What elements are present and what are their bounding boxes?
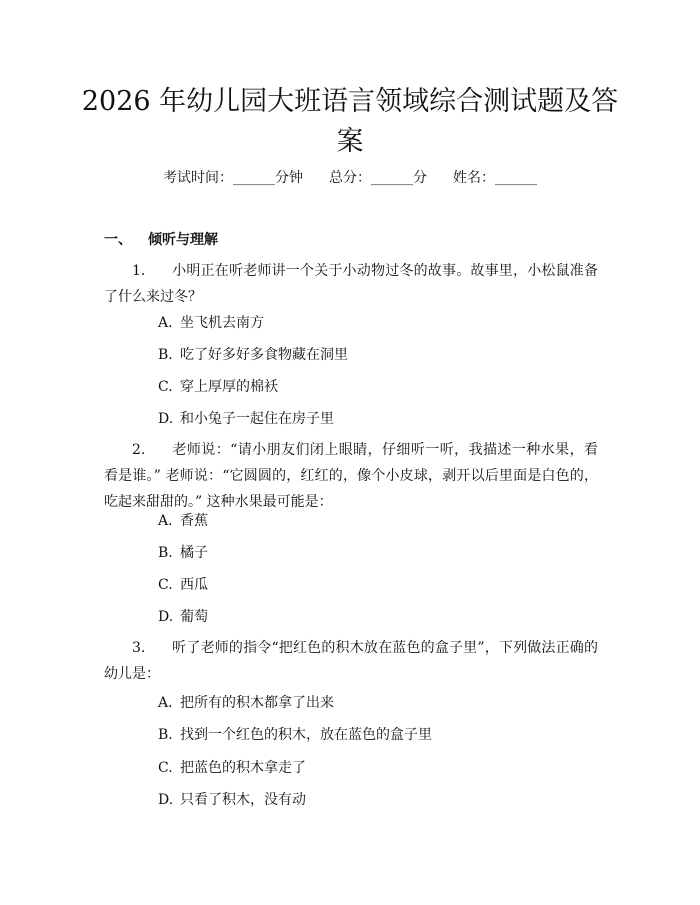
option-a	[158, 693, 334, 713]
option-letter: A.	[158, 513, 173, 529]
section-heading	[104, 229, 218, 249]
option-text: 穿上厚厚的棉袄	[180, 379, 278, 395]
option-a	[158, 511, 208, 531]
option-b	[158, 725, 432, 745]
question-text: 小明正在听老师讲一个关于小动物过冬的故事。故事里，小松鼠准备了什么来过冬？	[104, 263, 598, 305]
option-letter: B.	[158, 727, 173, 743]
option-d	[158, 790, 306, 810]
option-c	[158, 377, 278, 397]
option-text: 吃了好多好多食物藏在洞里	[180, 347, 348, 363]
exam-meta	[0, 167, 700, 187]
option-letter: D.	[158, 411, 174, 427]
option-c	[158, 575, 208, 595]
question-number: 1.	[132, 263, 146, 279]
option-text: 坐飞机去南方	[180, 315, 264, 331]
option-text: 香蕉	[180, 513, 208, 529]
option-d	[158, 607, 208, 627]
option-letter: C.	[158, 760, 173, 776]
question-3	[104, 635, 598, 687]
option-letter: B.	[158, 545, 173, 561]
option-d	[158, 409, 334, 429]
question-number: 3.	[132, 640, 146, 656]
option-letter: C.	[158, 379, 173, 395]
question-1	[104, 258, 598, 310]
page-title: 2026 年幼儿园大班语言领域综合测试题及答案	[81, 86, 619, 157]
option-c	[158, 758, 306, 778]
option-text: 只看了积木，没有动	[180, 792, 306, 808]
option-text: 找到一个红色的积木，放在蓝色的盒子里	[180, 727, 432, 743]
option-text: 和小兔子一起住在房子里	[180, 411, 334, 427]
section-title: 倾听与理解	[148, 232, 218, 248]
option-letter: C.	[158, 577, 173, 593]
option-letter: D.	[158, 609, 174, 625]
total-score: 总分：______分	[329, 170, 427, 186]
section-number: 一、	[104, 232, 132, 248]
question-number: 2.	[132, 442, 146, 458]
question-2	[104, 437, 598, 515]
option-text: 西瓜	[180, 577, 208, 593]
option-b	[158, 345, 348, 365]
option-text: 葡萄	[180, 609, 208, 625]
option-text: 把所有的积木都拿了出来	[180, 695, 334, 711]
question-text: 听了老师的指令“把红色的积木放在蓝色的盒子里”，下列做法正确的幼儿是：	[104, 640, 598, 682]
option-a	[158, 313, 264, 333]
option-letter: D.	[158, 792, 174, 808]
option-text: 橘子	[180, 545, 208, 561]
student-name: 姓名：______	[453, 170, 537, 186]
option-text: 把蓝色的积木拿走了	[180, 760, 306, 776]
option-letter: A.	[158, 315, 173, 331]
question-text: 老师说：“请小朋友们闭上眼睛，仔细听一听，我描述一种水果，看看是谁。” 老师说：“它圆圆的，红红的，像个小皮球，剥开以后里面是白色的，吃起来甜甜的。” 这种水果最可能是：	[104, 442, 598, 510]
exam-time: 考试时间：______分钟	[163, 170, 303, 186]
option-letter: B.	[158, 347, 173, 363]
option-letter: A.	[158, 695, 173, 711]
option-b	[158, 543, 208, 563]
